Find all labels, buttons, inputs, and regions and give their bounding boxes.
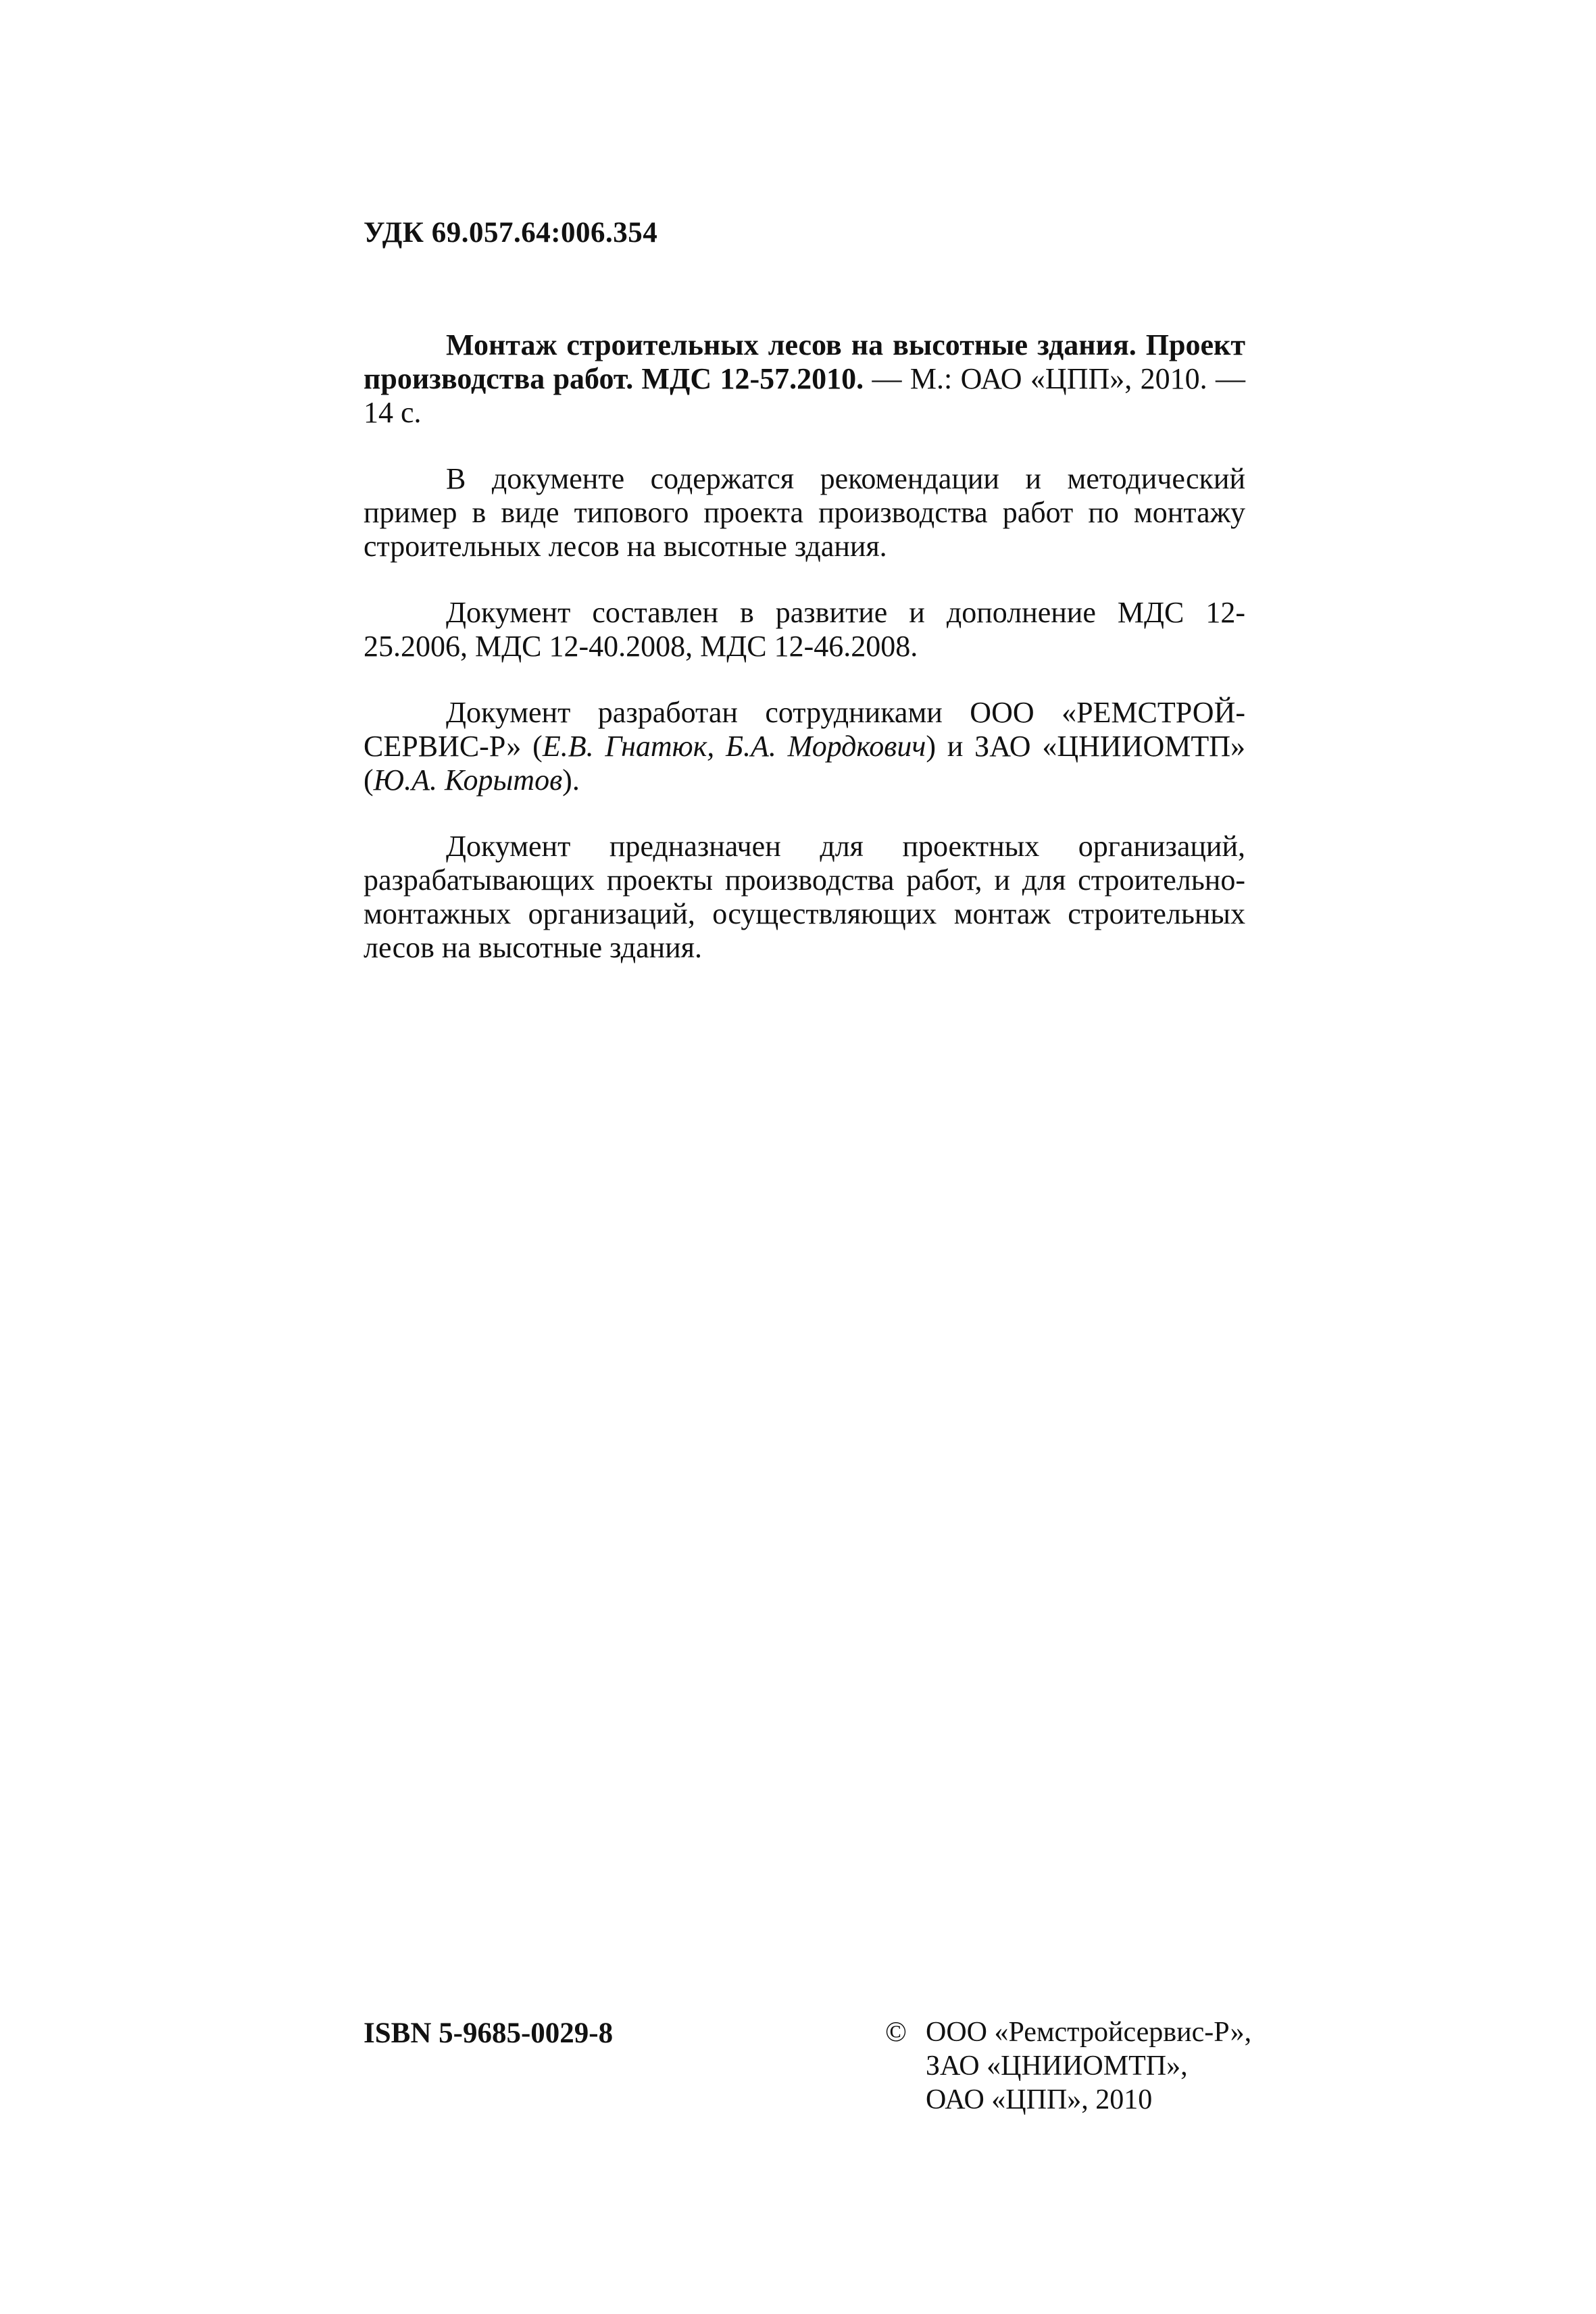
bibliographic-imprint: — М.: ОАО «ЦПП», 2010. — 14 с. bbox=[364, 362, 1245, 429]
authors-text-start: Документ разработан сотрудниками ООО «РЕМСТРОЙ-СЕРВИС-Р» ( bbox=[364, 696, 1245, 763]
bibliographic-title: Монтаж строительных лесов на высотные здания. Проект производства работ. МДС 12-57.2010. bbox=[364, 328, 1245, 395]
isbn: ISBN 5-9685-0029-8 bbox=[364, 2017, 614, 2049]
authors-text-middle: ) и ЗАО «ЦНИИОМТП» ( bbox=[364, 730, 1245, 797]
udk-code: УДК 69.057.64:006.354 bbox=[364, 217, 658, 249]
bibliographic-record bbox=[364, 328, 1245, 430]
copyright-line: ЗАО «ЦНИИОМТП», bbox=[926, 2051, 1188, 2082]
paragraph-purpose: Документ предназначен для проектных организаций, разрабатывающих проекты производства работ, и для строительно-монтажных организаций, осуществляющих монтаж строительных лесов на высотные здания. bbox=[364, 830, 1245, 964]
copyright-holders bbox=[926, 2015, 1251, 2117]
copyright-line: ОАО «ЦПП», 2010 bbox=[926, 2084, 1153, 2115]
copyright-line: ООО «Ремстройсервис-Р», bbox=[926, 2017, 1252, 2048]
paragraph-authors bbox=[364, 696, 1245, 797]
authors-names-1: Е.В. Гнатюк, Б.А. Мордкович bbox=[542, 730, 926, 763]
paragraph-development: Документ составлен в развитие и дополнение МДС 12-25.2006, МДС 12-40.2008, МДС 12-46.2008. bbox=[364, 596, 1245, 663]
main-text bbox=[364, 328, 1245, 965]
authors-text-end: ). bbox=[562, 763, 580, 797]
copyright-symbol: © bbox=[885, 2017, 907, 2048]
authors-names-2: Ю.А. Корытов bbox=[373, 763, 563, 797]
paragraph-contents: В документе содержатся рекомендации и методический пример в виде типового проекта производства работ по монтажу строительных лесов на высотные здания. bbox=[364, 462, 1245, 563]
copyright-block bbox=[885, 2015, 1251, 2117]
